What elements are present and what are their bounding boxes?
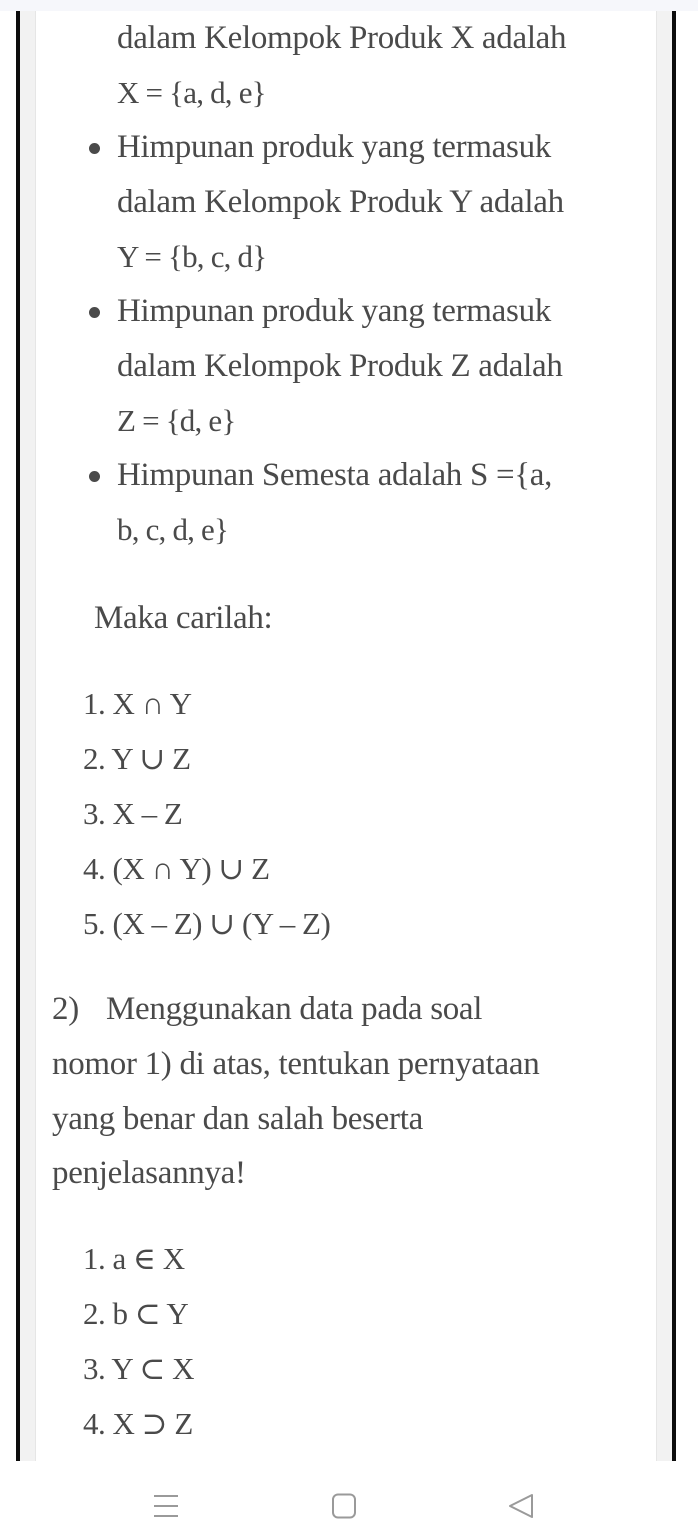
set-y-line1: Himpunan produk yang termasuk [117,129,551,165]
q1-item-expr: Y ∪ Z [111,741,191,776]
q1-item-5 [83,904,330,944]
bullet-icon [89,471,100,482]
bullet-icon [89,143,100,154]
q2-item-expr: Y ⊂ X [111,1351,194,1386]
q2-item-3 [83,1349,194,1389]
q2-item-2 [83,1294,188,1334]
q2-item-expr: b ⊂ Y [112,1296,189,1331]
set-z-line2: dalam Kelompok Produk Z adalah [117,348,563,384]
q1-item-number: 3. [83,796,106,831]
q1-item-3 [83,794,182,834]
question2-line1: Menggunakan data pada soal [106,991,483,1027]
q2-item-number: 2. [83,1296,106,1331]
home-icon [331,1493,357,1519]
set-x-math: X = {a, d, e} [117,75,266,110]
recent-apps-button[interactable] [151,1491,181,1521]
set-z-math: Z = {d, e} [117,403,236,438]
question2-label: 2) [52,991,79,1027]
page-gutter-left [20,11,36,1461]
q1-item-expr: (X – Z) ∪ (Y – Z) [112,906,331,941]
q1-item-number: 5. [83,906,106,941]
system-navigation-bar [0,1461,698,1526]
set-y-math: Y = {b, c, d} [117,239,267,274]
set-x-description: dalam Kelompok Produk X adalah [117,20,567,56]
menu-icon [153,1493,179,1519]
q1-item-expr: (X ∩ Y) ∪ Z [112,851,270,886]
q1-item-expr: X ∩ Y [112,686,192,721]
q2-item-number: 3. [83,1351,106,1386]
frame-border-right [672,11,676,1461]
back-button[interactable] [506,1491,536,1521]
q1-item-4 [83,849,270,889]
q1-item-number: 1. [83,686,106,721]
question2-line2: nomor 1) di atas, tentukan pernyataan [52,1046,540,1082]
q1-item-1 [83,684,192,724]
question2-line4: penjelasannya! [52,1155,246,1191]
set-s-line2: b, c, d, e} [117,512,229,547]
set-y-line2: dalam Kelompok Produk Y adalah [117,184,564,220]
q1-item-number: 4. [83,851,106,886]
q1-item-2 [83,739,191,779]
question2-line3: yang benar dan salah beserta [52,1101,423,1137]
q2-item-expr: X ⊃ Z [112,1406,193,1441]
document-content [36,11,656,1461]
q2-item-number: 1. [83,1241,106,1276]
home-button[interactable] [329,1491,359,1521]
q2-item-number: 4. [83,1406,106,1441]
q2-item-expr: a ∈ X [112,1241,185,1276]
q2-item-1 [83,1239,185,1279]
question1-prompt: Maka carilah: [94,600,273,636]
q2-item-4 [83,1404,193,1444]
status-bar-strip [0,0,698,11]
back-icon [507,1493,535,1519]
q1-item-number: 2. [83,741,106,776]
document-viewport[interactable] [0,11,698,1461]
bullet-icon [89,307,100,318]
set-z-line1: Himpunan produk yang termasuk [117,293,551,329]
q1-item-expr: X – Z [112,796,183,831]
set-s-line1: Himpunan Semesta adalah S ={a, [117,457,553,493]
page-gutter-right [656,11,672,1461]
